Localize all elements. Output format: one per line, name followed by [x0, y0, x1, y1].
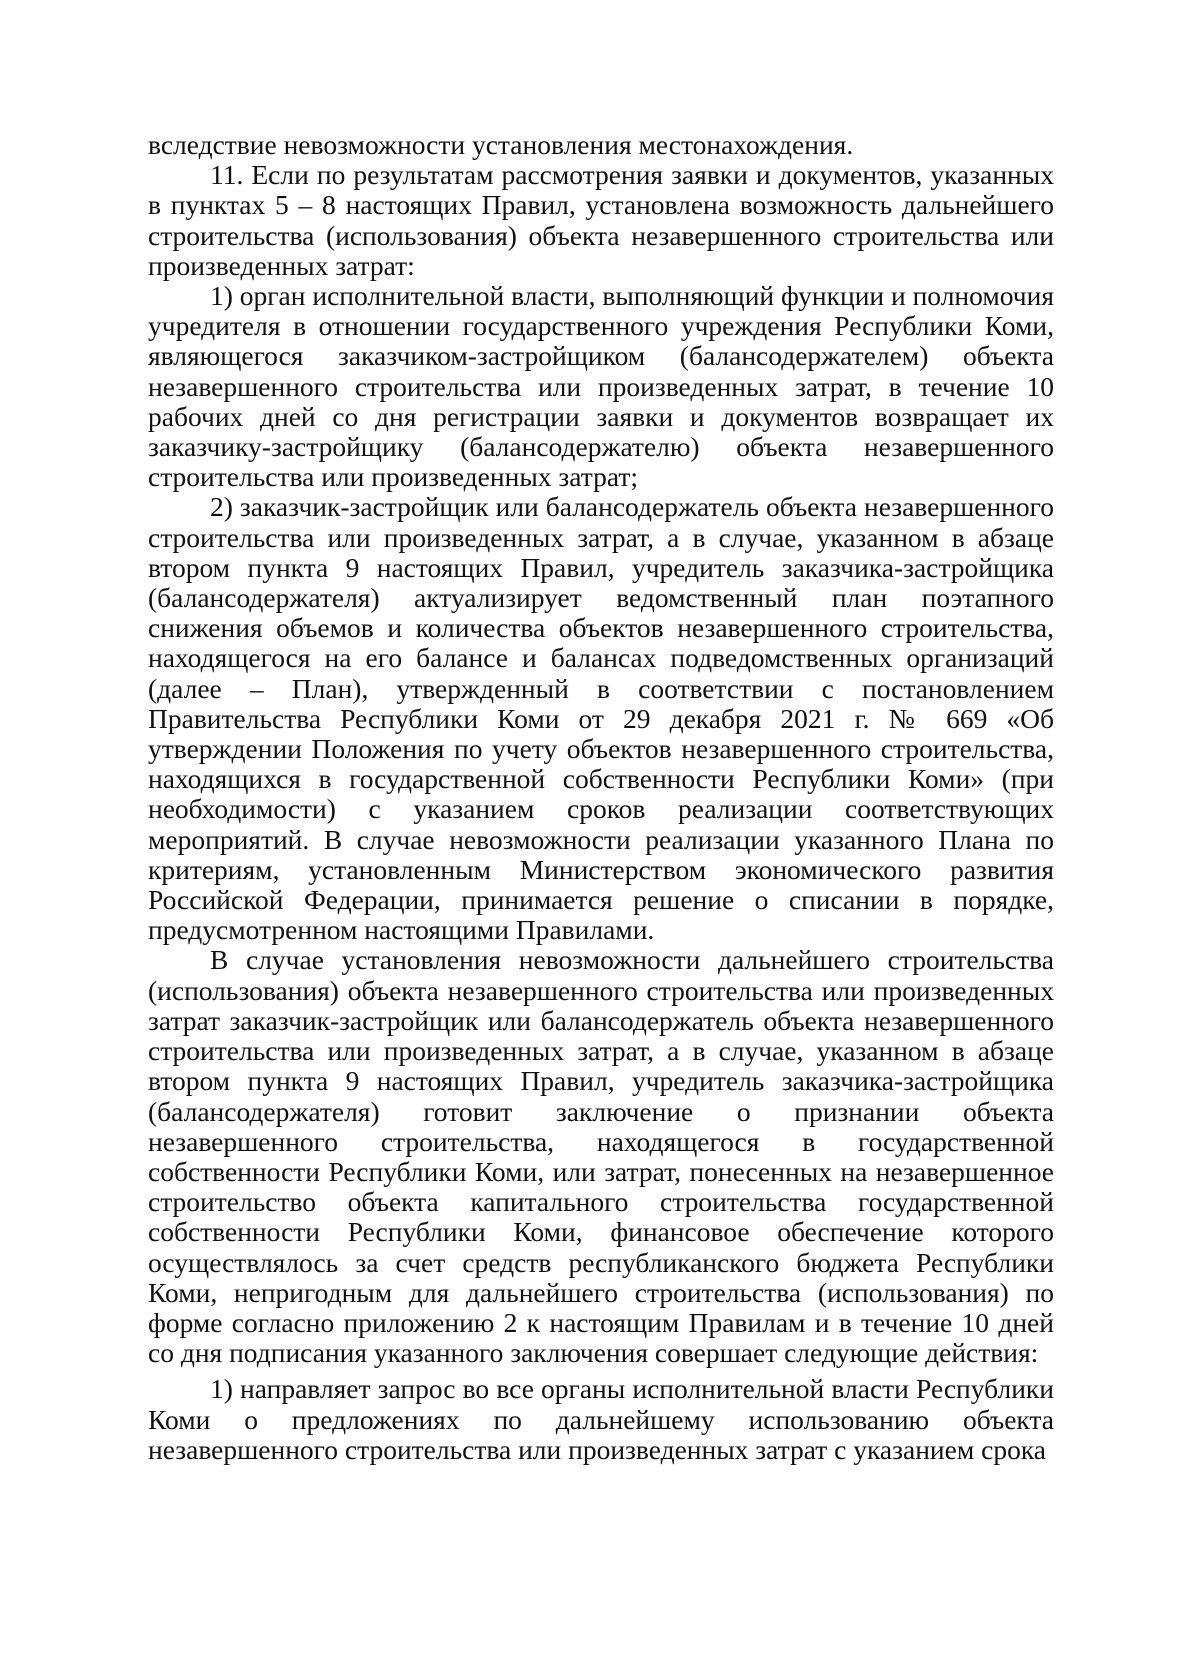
- paragraph-subitem-2: 2) заказчик-застройщик или балансодержатель объекта незавершенного строительства или произведенных затрат, а в случае, указанном в абзаце втором пункта 9 настоящих Правил, учредитель заказчика-застройщика (балансодержателя) актуализирует ведомственный план поэтапного снижения объемов и количества объектов незавершенного строительства, находящегося на его балансе и балансах подведомственных организаций (далее – План), утвержденный в соответствии с постановлением Правительства Республики Коми от 29 декабря 2021 г. № 669 «Об утверждении Положения по учету объектов незавершенного строительства, находящихся в государственной собственности Республики Коми» (при необходимости) с указанием сроков реализации соответствующих мероприятий. В случае невозможности реализации указанного Плана по критериям, установленным Министерством экономического развития Российской Федерации, принимается решение о списании в порядке, предусмотренном настоящими Правилами.: [148, 491, 1054, 946]
- document-page: [148, 130, 1054, 1465]
- paragraph-impossibility-case: В случае установления невозможности дальнейшего строительства (использования) объекта незавершенного строительства или произведенных затрат заказчик-застройщик или балансодержатель объекта незавершенного строительства или произведенных затрат, а в случае, указанном в абзаце втором пункта 9 настоящих Правил, учредитель заказчика-застройщика (балансодержателя) готовит заключение о признании объекта незавершенного строительства, находящегося в государственной собственности Республики Коми, или затрат, понесенных на незавершенное строительство объекта капитального строительства государственной собственности Республики Коми, финансовое обеспечение которого осуществлялось за счет средств республиканского бюджета Республики Коми, непригодным для дальнейшего строительства (использования) по форме согласно приложению 2 к настоящим Правилам и в течение 10 дней со дня подписания указанного заключения совершает следующие действия:: [148, 944, 1054, 1369]
- paragraph-action-1: 1) направляет запрос во все органы исполнительной власти Республики Коми о предложениях по дальнейшему использованию объекта незавершенного строительства или произведенных затрат с указанием срока: [148, 1373, 1054, 1465]
- paragraph-continuation: вследствие невозможности установления местонахождения.: [148, 129, 854, 160]
- paragraph-subitem-1: 1) орган исполнительной власти, выполняющий функции и полномочия учредителя в отношении государственного учреждения Республики Коми, являющегося заказчиком-застройщиком (балансодержателем) объекта незавершенного строительства или произведенных затрат, в течение 10 рабочих дней со дня регистрации заявки и документов возвращает их заказчику-застройщику (балансодержателю) объекта незавершенного строительства или произведенных затрат;: [148, 280, 1055, 493]
- paragraph-item-11: 11. Если по результатам рассмотрения заявки и документов, указанных в пунктах 5 – 8 настоящих Правил, установлена возможность дальнейшего строительства (использования) объекта незавершенного строительства или произведенных затрат:: [148, 159, 1054, 281]
